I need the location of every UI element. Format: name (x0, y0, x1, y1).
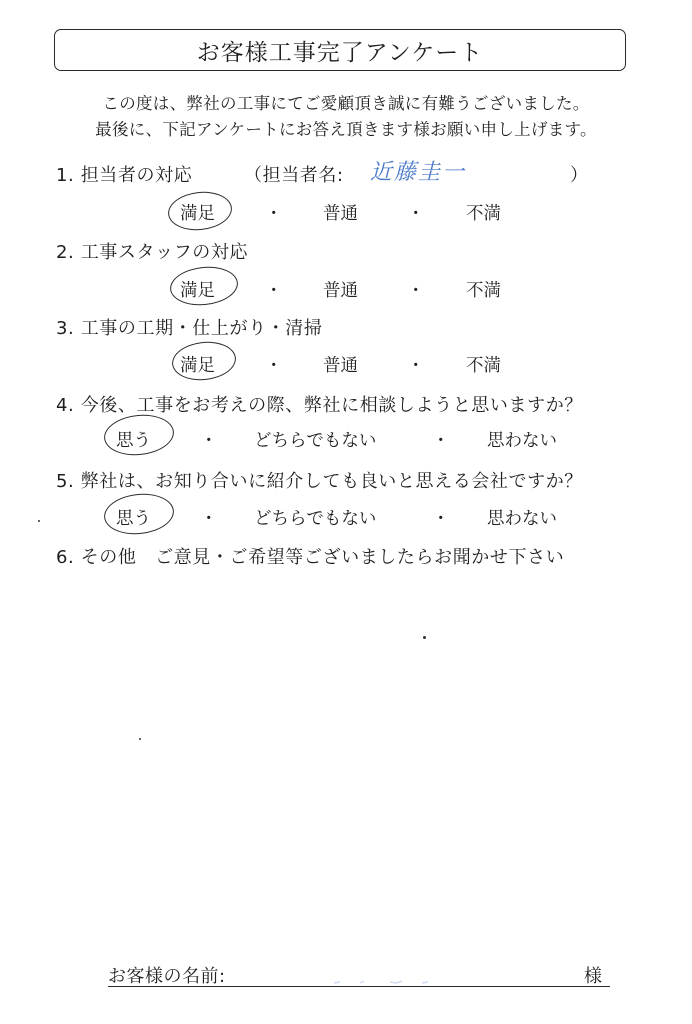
q2-option-dissatisfied[interactable]: 不満 (466, 281, 501, 301)
q2-option-satisfied[interactable]: 満足 (180, 281, 215, 301)
q1-separator-2: ・ (407, 204, 425, 224)
q2-option-normal[interactable]: 普通 (323, 281, 358, 301)
scan-speck (139, 738, 141, 740)
q1-option-dissatisfied[interactable]: 不満 (466, 204, 501, 224)
question-1-label: 1. 担当者の対応 (56, 165, 193, 186)
staff-name-close: ） (570, 165, 589, 186)
scan-speck (38, 520, 40, 522)
question-3-label: 3. 工事の工期・仕上がり・清掃 (56, 318, 323, 339)
q3-option-dissatisfied[interactable]: 不満 (466, 356, 501, 376)
question-6-label: 6. その他 ご意見・ご希望等ございましたらお聞かせ下さい (56, 547, 565, 568)
intro-line-1: この度は、弊社の工事にてご愛顧頂き誠に有難うございました。 (102, 94, 590, 113)
q1-option-normal[interactable]: 普通 (323, 204, 358, 224)
scan-speck (423, 636, 426, 639)
q1-separator-1: ・ (265, 204, 283, 224)
q4-option-no[interactable]: 思わない (487, 431, 557, 451)
q5-separator-2: ・ (432, 509, 450, 529)
q1-option-satisfied[interactable]: 満足 (180, 204, 215, 224)
q5-option-yes[interactable]: 思う (116, 509, 151, 529)
q5-separator-1: ・ (200, 509, 218, 529)
q3-option-satisfied[interactable]: 満足 (180, 356, 215, 376)
q4-separator-2: ・ (432, 431, 450, 451)
honorific-suffix: 様 (584, 966, 602, 987)
q2-separator-1: ・ (265, 281, 283, 301)
customer-name-line[interactable] (108, 986, 610, 987)
q3-separator-2: ・ (407, 356, 425, 376)
staff-name-handwritten[interactable]: 近藤圭一 (370, 160, 467, 185)
question-4-label: 4. 今後、工事をお考えの際、弊社に相談しようと思いますか？ (56, 395, 583, 416)
q4-option-neutral[interactable]: どちらでもない (254, 431, 377, 451)
q4-option-yes[interactable]: 思う (116, 431, 151, 451)
q3-option-normal[interactable]: 普通 (323, 356, 358, 376)
customer-name-label: お客様の名前: (108, 966, 226, 987)
erased-name-marks (330, 972, 450, 984)
question-2-label: 2. 工事スタッフの対応 (56, 242, 249, 263)
q2-separator-2: ・ (407, 281, 425, 301)
survey-title: お客様工事完了アンケート (54, 29, 626, 71)
comments-area[interactable] (60, 580, 632, 940)
intro-line-2: 最後に、下記アンケートにお答え頂きます様お願い申し上げます。 (95, 120, 597, 139)
staff-name-label: （担当者名: (244, 165, 344, 186)
q5-option-no[interactable]: 思わない (487, 509, 557, 529)
question-5-label: 5. 弊社は、お知り合いに紹介しても良いと思える会社ですか？ (56, 471, 583, 492)
q3-separator-1: ・ (265, 356, 283, 376)
q5-option-neutral[interactable]: どちらでもない (254, 509, 377, 529)
q4-separator-1: ・ (200, 431, 218, 451)
